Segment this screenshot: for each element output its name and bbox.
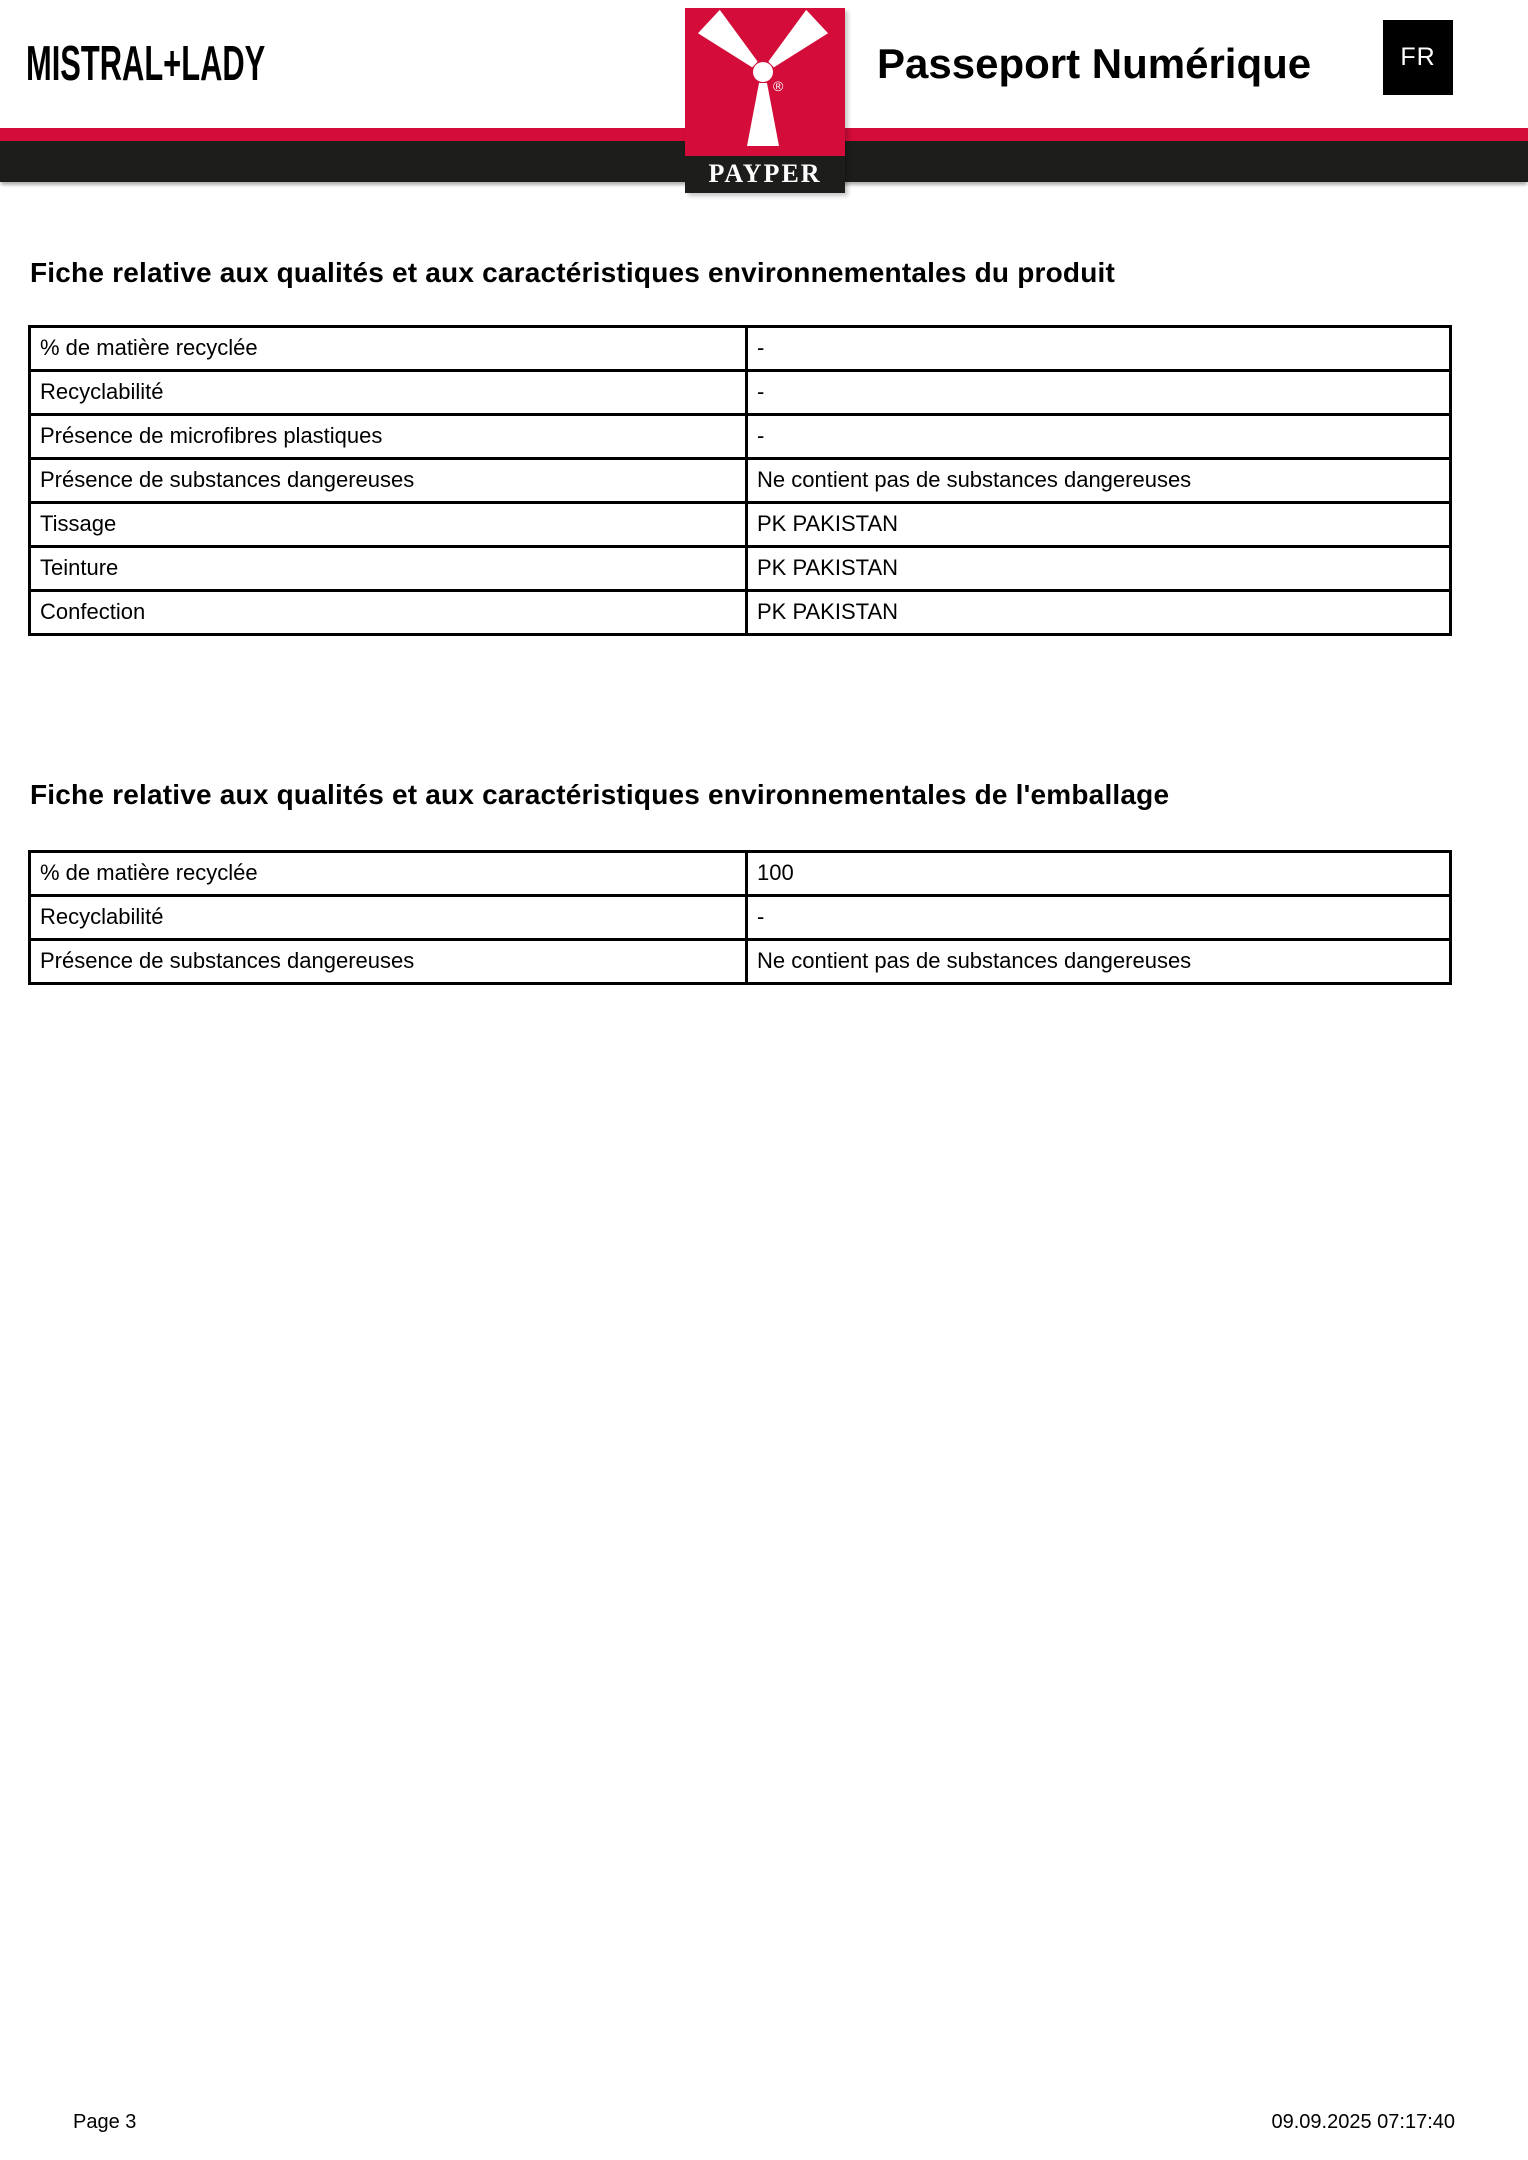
product-name	[26, 37, 406, 91]
table-row	[30, 459, 1451, 503]
row-label: Recyclabilité	[30, 896, 747, 940]
row-value: -	[747, 327, 1451, 371]
generation-timestamp: 09.09.2025 07:17:40	[1271, 2111, 1455, 2133]
payper-windmill-icon	[685, 8, 845, 156]
row-value: PK PAKISTAN	[747, 503, 1451, 547]
registered-mark-icon: ®	[773, 78, 784, 94]
row-label: % de matière recyclée	[30, 327, 747, 371]
table-row	[30, 852, 1451, 896]
section-title-product: Fiche relative aux qualités et aux caractéristiques environnementales du produit	[30, 257, 1116, 288]
row-label: Teinture	[30, 547, 747, 591]
product-name-text: MISTRAL+LADY	[26, 37, 266, 91]
row-label: Présence de substances dangereuses	[30, 940, 747, 984]
row-value: PK PAKISTAN	[747, 591, 1451, 635]
brand-name: PAYPER	[685, 156, 845, 193]
packaging-environment-table	[28, 850, 1452, 985]
language-badge: FR	[1383, 20, 1453, 95]
table-row	[30, 940, 1451, 984]
row-value: -	[747, 896, 1451, 940]
row-label: Confection	[30, 591, 747, 635]
row-label: % de matière recyclée	[30, 852, 747, 896]
table-row	[30, 896, 1451, 940]
table-row	[30, 547, 1451, 591]
row-value: -	[747, 371, 1451, 415]
row-value: Ne contient pas de substances dangereuses	[747, 940, 1451, 984]
page-title: Passeport Numérique	[877, 40, 1312, 87]
table-row	[30, 415, 1451, 459]
table-row	[30, 371, 1451, 415]
row-label: Tissage	[30, 503, 747, 547]
row-label: Recyclabilité	[30, 371, 747, 415]
row-label: Présence de microfibres plastiques	[30, 415, 747, 459]
table-row	[30, 503, 1451, 547]
row-value: 100	[747, 852, 1451, 896]
row-value: PK PAKISTAN	[747, 547, 1451, 591]
row-value: -	[747, 415, 1451, 459]
section-title-packaging: Fiche relative aux qualités et aux caractéristiques environnementales de l'emballage	[30, 779, 1170, 810]
page-number: Page 3	[73, 2111, 137, 2133]
row-value: Ne contient pas de substances dangereuses	[747, 459, 1451, 503]
table-row	[30, 327, 1451, 371]
payper-logo	[685, 8, 845, 193]
table-row	[30, 591, 1451, 635]
row-label: Présence de substances dangereuses	[30, 459, 747, 503]
product-environment-table	[28, 325, 1452, 636]
